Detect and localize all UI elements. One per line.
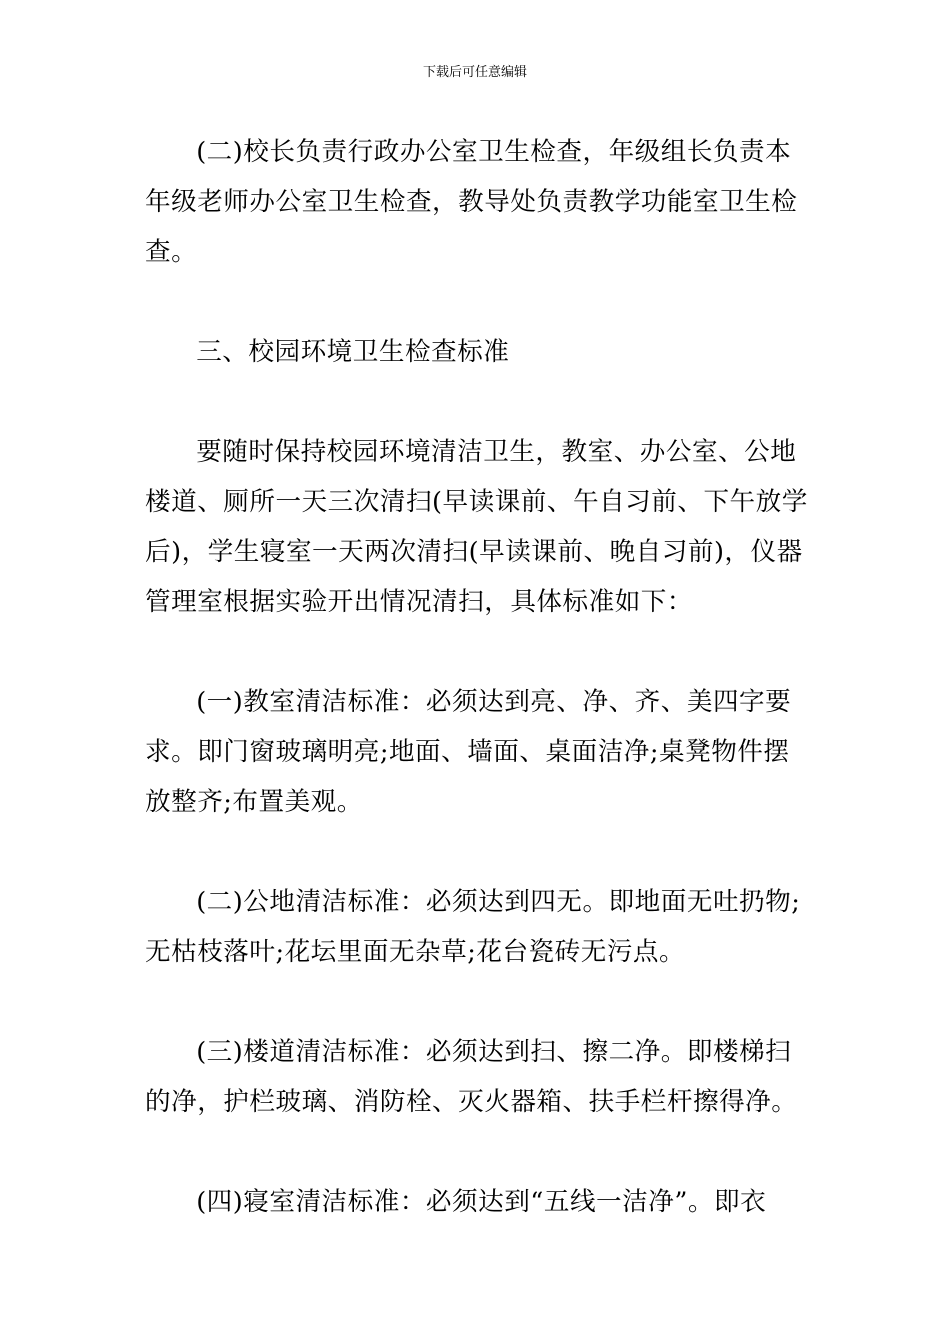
paragraph-public-area-standard [145,877,810,977]
text-line: 年级老师办公室卫生检查，教导处负责教学功能室卫生检 [145,187,798,217]
text-line: (一)教室清洁标准：必须达到亮、净、齐、美四字要 [196,687,792,717]
text-line: 后)，学生寝室一天两次清扫(早读课前、晚自习前)，仪器 [145,537,803,567]
paragraph-cleaning-schedule [145,427,810,627]
paragraph-inspection-duties [145,127,810,277]
text-line: 求。即门窗玻璃明亮;地面、墙面、桌面洁净;桌凳物件摆 [145,737,790,767]
text-line: 放整齐;布置美观。 [145,787,363,817]
page-header: 下载后可任意编辑 [422,65,527,80]
text-line: 楼道、厕所一天三次清扫(早读课前、午自习前、下午放学 [145,487,808,517]
text-line: (二)公地清洁标准：必须达到四无。即地面无吐扔物; [196,887,801,917]
text-line: 管理室根据实验开出情况清扫，具体标准如下： [145,587,693,617]
text-line: (二)校长负责行政办公室卫生检查，年级组长负责本 [196,137,792,167]
text-line: (四)寝室清洁标准：必须达到“五线一洁净”。即衣 [196,1187,767,1217]
text-line: 无枯枝落叶;花坛里面无杂草;花台瓷砖无污点。 [145,937,686,967]
heading-text: 三、校园环境卫生检查标准 [196,337,510,367]
paragraph-stairway-standard [145,1027,810,1127]
text-line: 查。 [145,237,198,267]
document-body [145,127,810,1277]
text-line: 要随时保持校园环境清洁卫生，教室、办公室、公地 [196,437,797,467]
paragraph-classroom-standard [145,677,810,827]
paragraph-dormitory-standard [145,1177,810,1227]
text-line: 的净，护栏玻璃、消防栓、灭火器箱、扶手栏杆擦得净。 [145,1087,798,1117]
section-heading [145,327,810,377]
text-line: (三)楼道清洁标准：必须达到扫、擦二净。即楼梯扫 [196,1037,792,1067]
